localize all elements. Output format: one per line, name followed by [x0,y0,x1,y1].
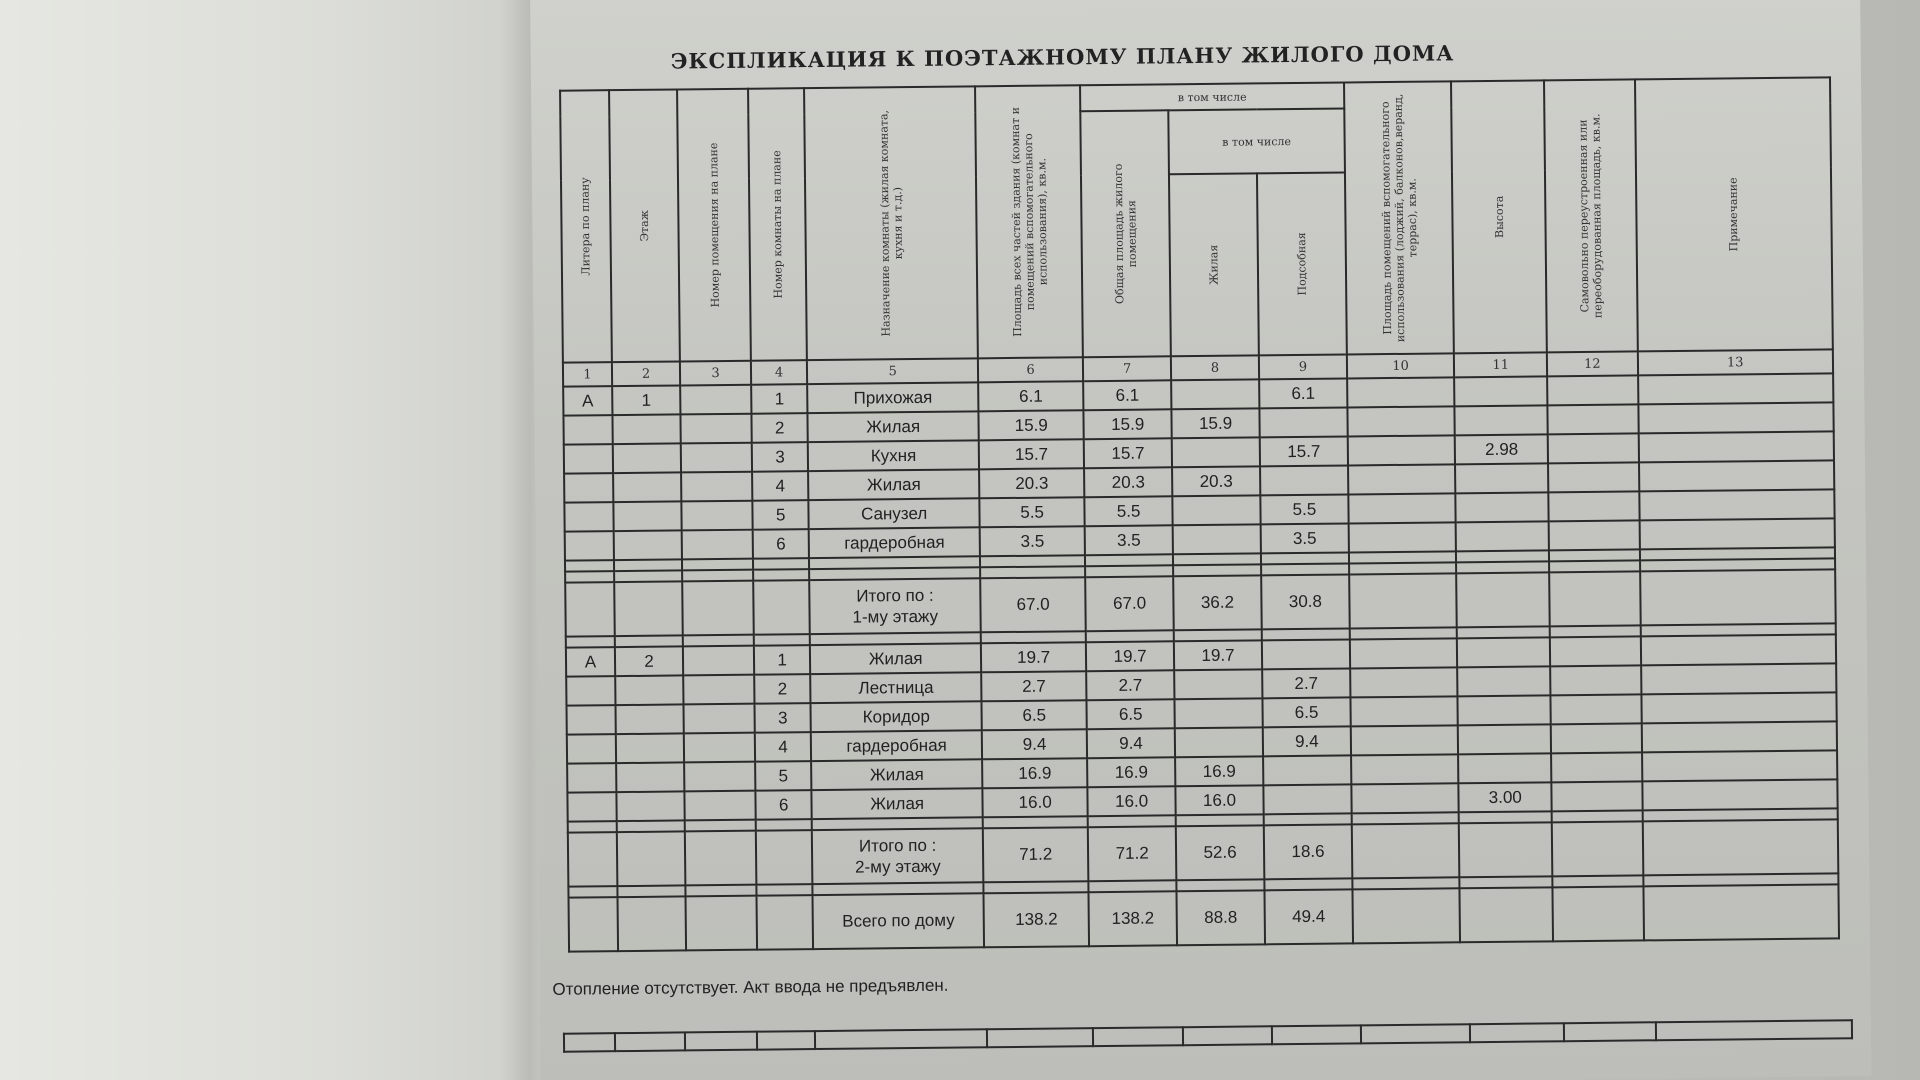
header-living: Жилая [1169,173,1259,356]
table-row: 6 гардеробная 3.5 3.5 3.5 [565,518,1835,560]
header-group-including-2: в том числе [1168,108,1345,174]
header-note: Примечание [1635,77,1833,351]
floor-total-row: Итого по : 1-му этажу 67.0 67.0 36.2 30.8 [565,569,1835,636]
explication-sheet [530,0,1871,1080]
table-row: 3 Кухня 15.7 15.7 15.7 2.98 [564,431,1834,473]
table-row: 5 Жилая 16.9 16.9 16.9 [567,750,1837,792]
footnote: Отопление отсутствует. Акт ввода не предъявлен. [552,975,949,999]
header-height: Высота [1451,80,1547,353]
header-total-area: Площадь всех частей здания (комнат и помещений вспомогательного использования), кв.м. [975,85,1083,358]
explication-table [559,76,1840,952]
table-row: 3 Коридор 6.5 6.5 6.5 [566,692,1836,734]
header-floor: Этаж [609,89,680,362]
header-room-purpose: Назначение комнаты (жилая комната, кухня и т.д.) [804,86,978,360]
column-number-row: 1 2 3 4 5 6 7 8 9 10 11 12 13 [563,349,1833,386]
header-room-number: Номер комнаты на плане [748,88,807,361]
table-row: А 2 1 Жилая 19.7 19.7 19.7 [566,634,1836,676]
header-utility: Подсобная [1257,172,1347,355]
table-row: 4 гардеробная 9.4 9.4 9.4 [567,721,1837,763]
table-row: 2 Жилая 15.9 15.9 15.9 [563,402,1833,444]
table-row: А 1 1 Прихожая 6.1 6.1 6.1 [563,373,1833,415]
floor-total-row: Итого по : 2-му этажу 71.2 71.2 52.6 18.6 [568,819,1838,886]
table-row: 6 Жилая 16.0 16.0 16.0 3.00 [567,779,1837,821]
document-title: ЭКСПЛИКАЦИЯ К ПОЭТАЖНОМУ ПЛАНУ ЖИЛОГО ДОМА [670,40,1455,74]
next-table-strip [563,1019,1853,1053]
header-group-including: в том числе [1080,82,1344,111]
header-common-living-area: Общая площадь жилого помещения [1080,110,1170,357]
table-row: 4 Жилая 20.3 20.3 20.3 [564,460,1834,502]
header-litera: Литера по плану [560,90,612,362]
header-auxiliary-area: Площадь помещений вспомогательного использования (лоджий, балконов,веранд, террас), кв.м. [1344,81,1454,354]
header-unauthorized-area: Самовольно переустроенная или переоборудованная площадь, кв.м. [1544,79,1637,352]
table-row: 2 Лестница 2.7 2.7 2.7 [566,663,1836,705]
left-page [0,0,540,1080]
header-premises-number: Номер помещения на плане [677,89,751,362]
grand-total-row: Всего по дому 138.2 138.2 88.8 49.4 [569,884,1839,951]
table-row: 5 Санузел 5.5 5.5 5.5 [564,489,1834,531]
